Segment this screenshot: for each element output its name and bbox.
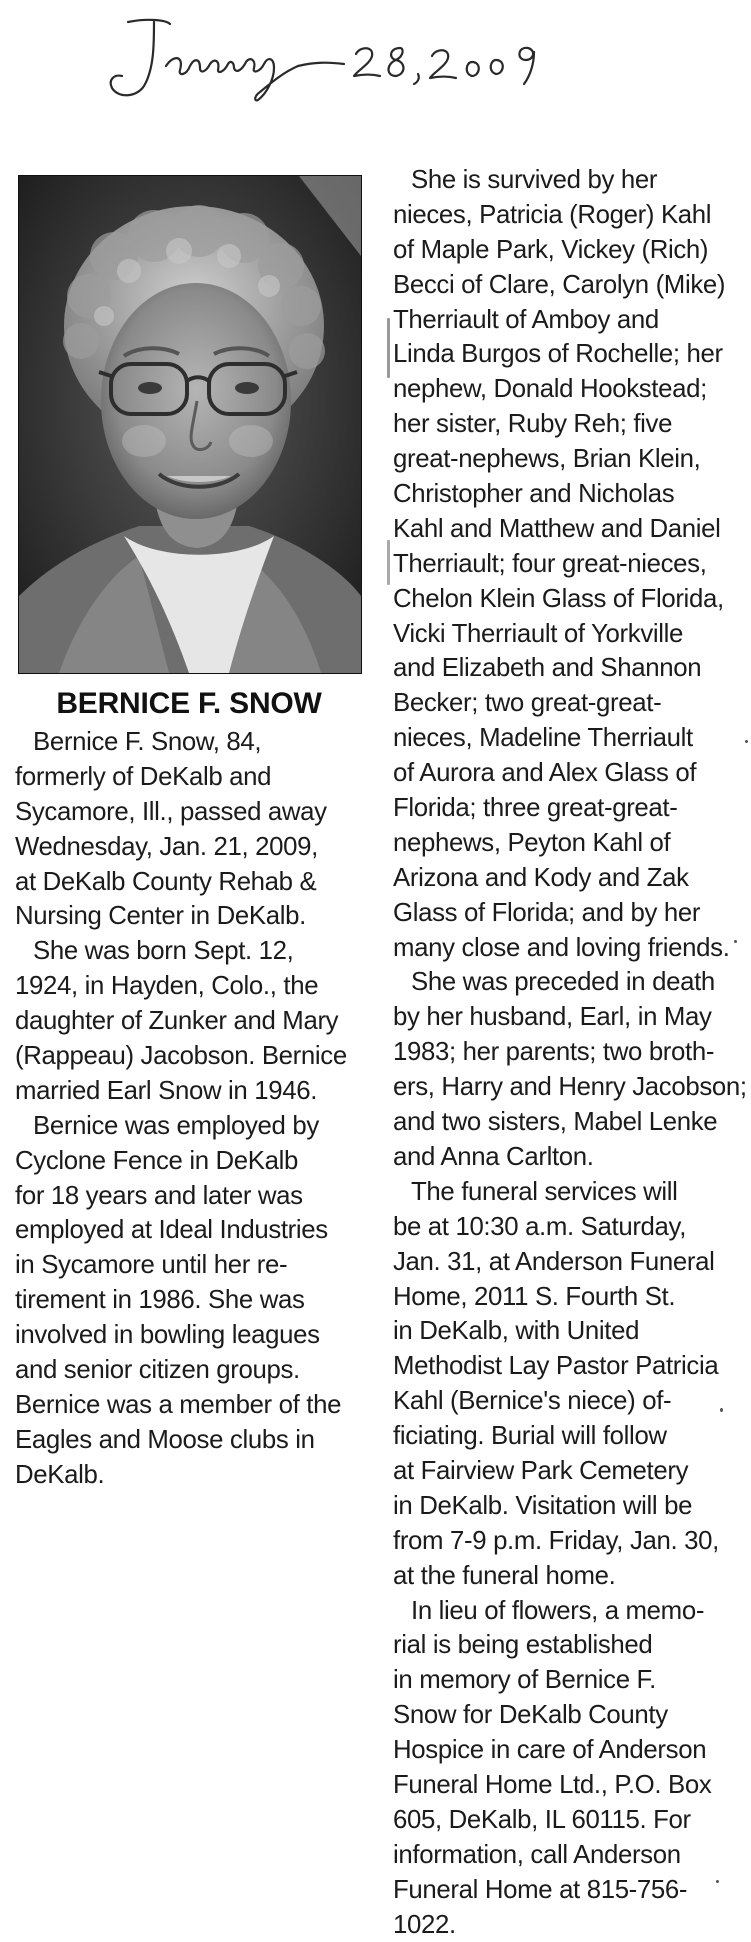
right-text-column xyxy=(393,163,745,1942)
text-line: at DeKalb County Rehab & xyxy=(15,867,317,896)
obituary-headline: BERNICE F. SNOW xyxy=(56,687,322,720)
text-line: Kahl and Matthew and Daniel xyxy=(393,514,721,543)
text-line: Methodist Lay Pastor Patricia xyxy=(393,1352,719,1381)
text-line: Wednesday, Jan. 21, 2009, xyxy=(15,832,318,861)
text-line: and Elizabeth and Shannon xyxy=(393,654,702,683)
text-line: in Sycamore until her re- xyxy=(15,1251,288,1280)
text-line: She was preceded in death xyxy=(411,968,715,997)
text-line: daughter of Zunker and Mary xyxy=(15,1007,339,1036)
portrait-photo xyxy=(18,175,362,674)
text-line: rial is being established xyxy=(393,1631,653,1660)
text-line: at Fairview Park Cemetery xyxy=(393,1456,689,1485)
text-line: in DeKalb. Visitation will be xyxy=(393,1491,693,1520)
text-line: 1924, in Hayden, Colo., the xyxy=(15,972,319,1001)
text-line: 1983; her parents; two broth- xyxy=(393,1038,715,1067)
text-line: Home, 2011 S. Fourth St. xyxy=(393,1282,676,1311)
scan-speck xyxy=(387,540,390,585)
text-line: Eagles and Moose clubs in xyxy=(15,1425,315,1454)
text-line: ers, Harry and Henry Jacobson; xyxy=(393,1073,747,1102)
text-line: Hospice in care of Anderson xyxy=(393,1736,707,1765)
text-line: She is survived by her xyxy=(411,166,658,194)
text-line: Kahl (Bernice's niece) of- xyxy=(393,1387,672,1416)
left-text-column xyxy=(15,725,360,1493)
text-line: by her husband, Earl, in May xyxy=(393,1003,712,1032)
text-line: Arizona and Kody and Zak xyxy=(393,863,689,892)
text-line: Snow for DeKalb County xyxy=(393,1701,668,1730)
paragraph xyxy=(15,934,360,1108)
portrait-drawing xyxy=(19,176,361,673)
text-line: Bernice F. Snow, 84, xyxy=(33,728,262,756)
paragraph xyxy=(393,1594,745,1942)
text-line: Linda Burgos of Rochelle; her xyxy=(393,340,723,369)
text-line: Bernice was employed by xyxy=(33,1111,319,1140)
text-line: 1022. xyxy=(393,1910,456,1939)
text-line: Funeral Home Ltd., P.O. Box xyxy=(393,1770,712,1799)
text-line: Vicki Therriault of Yorkville xyxy=(393,619,684,648)
scan-speck xyxy=(745,740,748,743)
handwritten-date-drawing xyxy=(88,14,558,106)
text-line: involved in bowling leagues xyxy=(15,1321,320,1350)
text-line: and Anna Carlton. xyxy=(393,1142,594,1171)
paragraph xyxy=(15,1109,360,1493)
text-line: in DeKalb, with United xyxy=(393,1317,640,1346)
text-line: of Maple Park, Vickey (Rich) xyxy=(393,235,709,264)
text-line: many close and loving friends. xyxy=(393,933,730,962)
text-line: Becker; two great-great- xyxy=(393,689,662,718)
text-line: Florida; three great-great- xyxy=(393,794,678,823)
paragraph xyxy=(15,725,360,934)
scan-speck xyxy=(387,318,390,378)
text-line: nieces, Madeline Therriault xyxy=(393,724,693,753)
text-line: In lieu of flowers, a memo- xyxy=(411,1596,705,1625)
text-line: (Rappeau) Jacobson. Bernice xyxy=(15,1042,347,1071)
paragraph xyxy=(393,163,745,965)
text-line: 605, DeKalb, IL 60115. For xyxy=(393,1805,691,1834)
text-line: tirement in 1986. She was xyxy=(15,1286,305,1315)
text-line: at the funeral home. xyxy=(393,1561,616,1590)
text-line: Cyclone Fence in DeKalb xyxy=(15,1146,299,1175)
text-line: Therriault of Amboy and xyxy=(393,305,659,334)
paragraph xyxy=(393,965,745,1174)
scan-speck xyxy=(720,1408,723,1412)
text-line: from 7-9 p.m. Friday, Jan. 30, xyxy=(393,1526,719,1555)
text-line: DeKalb. xyxy=(15,1460,105,1489)
text-line: formerly of DeKalb and xyxy=(15,762,272,791)
text-line: for 18 years and later was xyxy=(15,1181,303,1210)
text-line: Sycamore, Ill., passed away xyxy=(15,797,327,826)
text-line: Christopher and Nicholas xyxy=(393,480,675,509)
text-line: Therriault; four great-nieces, xyxy=(393,549,707,578)
text-line: Chelon Klein Glass of Florida, xyxy=(393,584,724,613)
handwritten-date-note xyxy=(88,14,558,106)
paragraph xyxy=(393,1175,745,1594)
text-line: nephews, Peyton Kahl of xyxy=(393,828,671,857)
text-line: great-nephews, Brian Klein, xyxy=(393,445,701,474)
text-line: be at 10:30 a.m. Saturday, xyxy=(393,1212,687,1241)
scan-speck xyxy=(734,940,737,943)
text-line: Bernice was a member of the xyxy=(15,1390,342,1419)
text-line: Glass of Florida; and by her xyxy=(393,898,701,927)
text-line: She was born Sept. 12, xyxy=(33,937,294,966)
text-line: and senior citizen groups. xyxy=(15,1356,300,1385)
text-line: ficiating. Burial will follow xyxy=(393,1422,667,1451)
text-line: Becci of Clare, Carolyn (Mike) xyxy=(393,270,726,299)
text-line: nieces, Patricia (Roger) Kahl xyxy=(393,200,712,229)
scan-speck xyxy=(716,1880,719,1883)
text-line: and two sisters, Mabel Lenke xyxy=(393,1108,718,1137)
text-line: of Aurora and Alex Glass of xyxy=(393,759,697,788)
text-line: nephew, Donald Hookstead; xyxy=(393,375,707,404)
text-line: Jan. 31, at Anderson Funeral xyxy=(393,1247,715,1276)
text-line: her sister, Ruby Reh; five xyxy=(393,410,673,439)
text-line: employed at Ideal Industries xyxy=(15,1216,328,1245)
text-line: Funeral Home at 815-756- xyxy=(393,1875,688,1904)
text-line: information, call Anderson xyxy=(393,1840,681,1869)
text-line: in memory of Bernice F. xyxy=(393,1666,656,1695)
text-line: The funeral services will xyxy=(411,1177,678,1206)
text-line: married Earl Snow in 1946. xyxy=(15,1076,318,1105)
text-line: Nursing Center in DeKalb. xyxy=(15,902,306,931)
